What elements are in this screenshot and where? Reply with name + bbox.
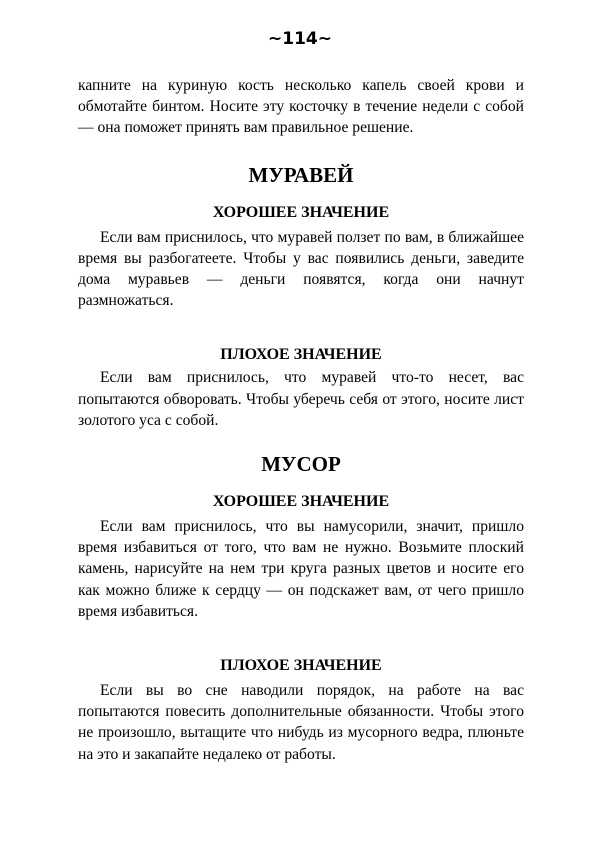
ant-bad-heading: ПЛОХОЕ ЗНАЧЕНИЕ [220,346,382,364]
garbage-good-paragraph: Если вам приснилось, что вы намусорили, значит, пришло время избавиться от того, что вам не нужно. Возьмите плоский камень, нарисуйте на нем три круга разных цветов и носите его как можно ближе к сердцу — он подскажет вам, от чего пришло время избавиться. [78,518,524,620]
ant-good-heading: ХОРОШЕЕ ЗНАЧЕНИЕ [212,203,390,221]
ant-good-paragraph: Если вам приснилось, что муравей ползет по вам, в ближайшее время вы разбогатеете. Чтобы у вас появились деньги, заведите дома муравьев — деньги появятся, когда они начнут размножаться. [78,228,524,310]
ant-bad-paragraph: Если вам приснилось, что муравей что-то несет, вас попытаются обворовать. Чтобы уберечь себя от этого, носите лист золотого уса с собой. [78,369,524,429]
section-title-ant: МУРАВЕЙ [248,162,354,187]
page-number: ~114~ [268,29,332,49]
garbage-good-heading: ХОРОШЕЕ ЗНАЧЕНИЕ [212,493,390,511]
intro-paragraph: капните на куриную кость несколько капель своей крови и обмотайте бинтом. Носите эту косточку в течение недели с собой — она поможет принять вам правильное решение. [78,77,524,137]
garbage-bad-paragraph: Если вы во сне наводили порядок, на работе на вас попытаются повесить дополнительные обязанности. Чтобы этого не произошло, вытащите что нибудь из мусорного ведра, плюньте на это и закапайте недалеко от работы. [78,682,524,763]
garbage-bad-heading: ПЛОХОЕ ЗНАЧЕНИЕ [220,657,382,675]
document-body [78,75,524,765]
section-title-garbage: МУСОР [261,452,341,477]
